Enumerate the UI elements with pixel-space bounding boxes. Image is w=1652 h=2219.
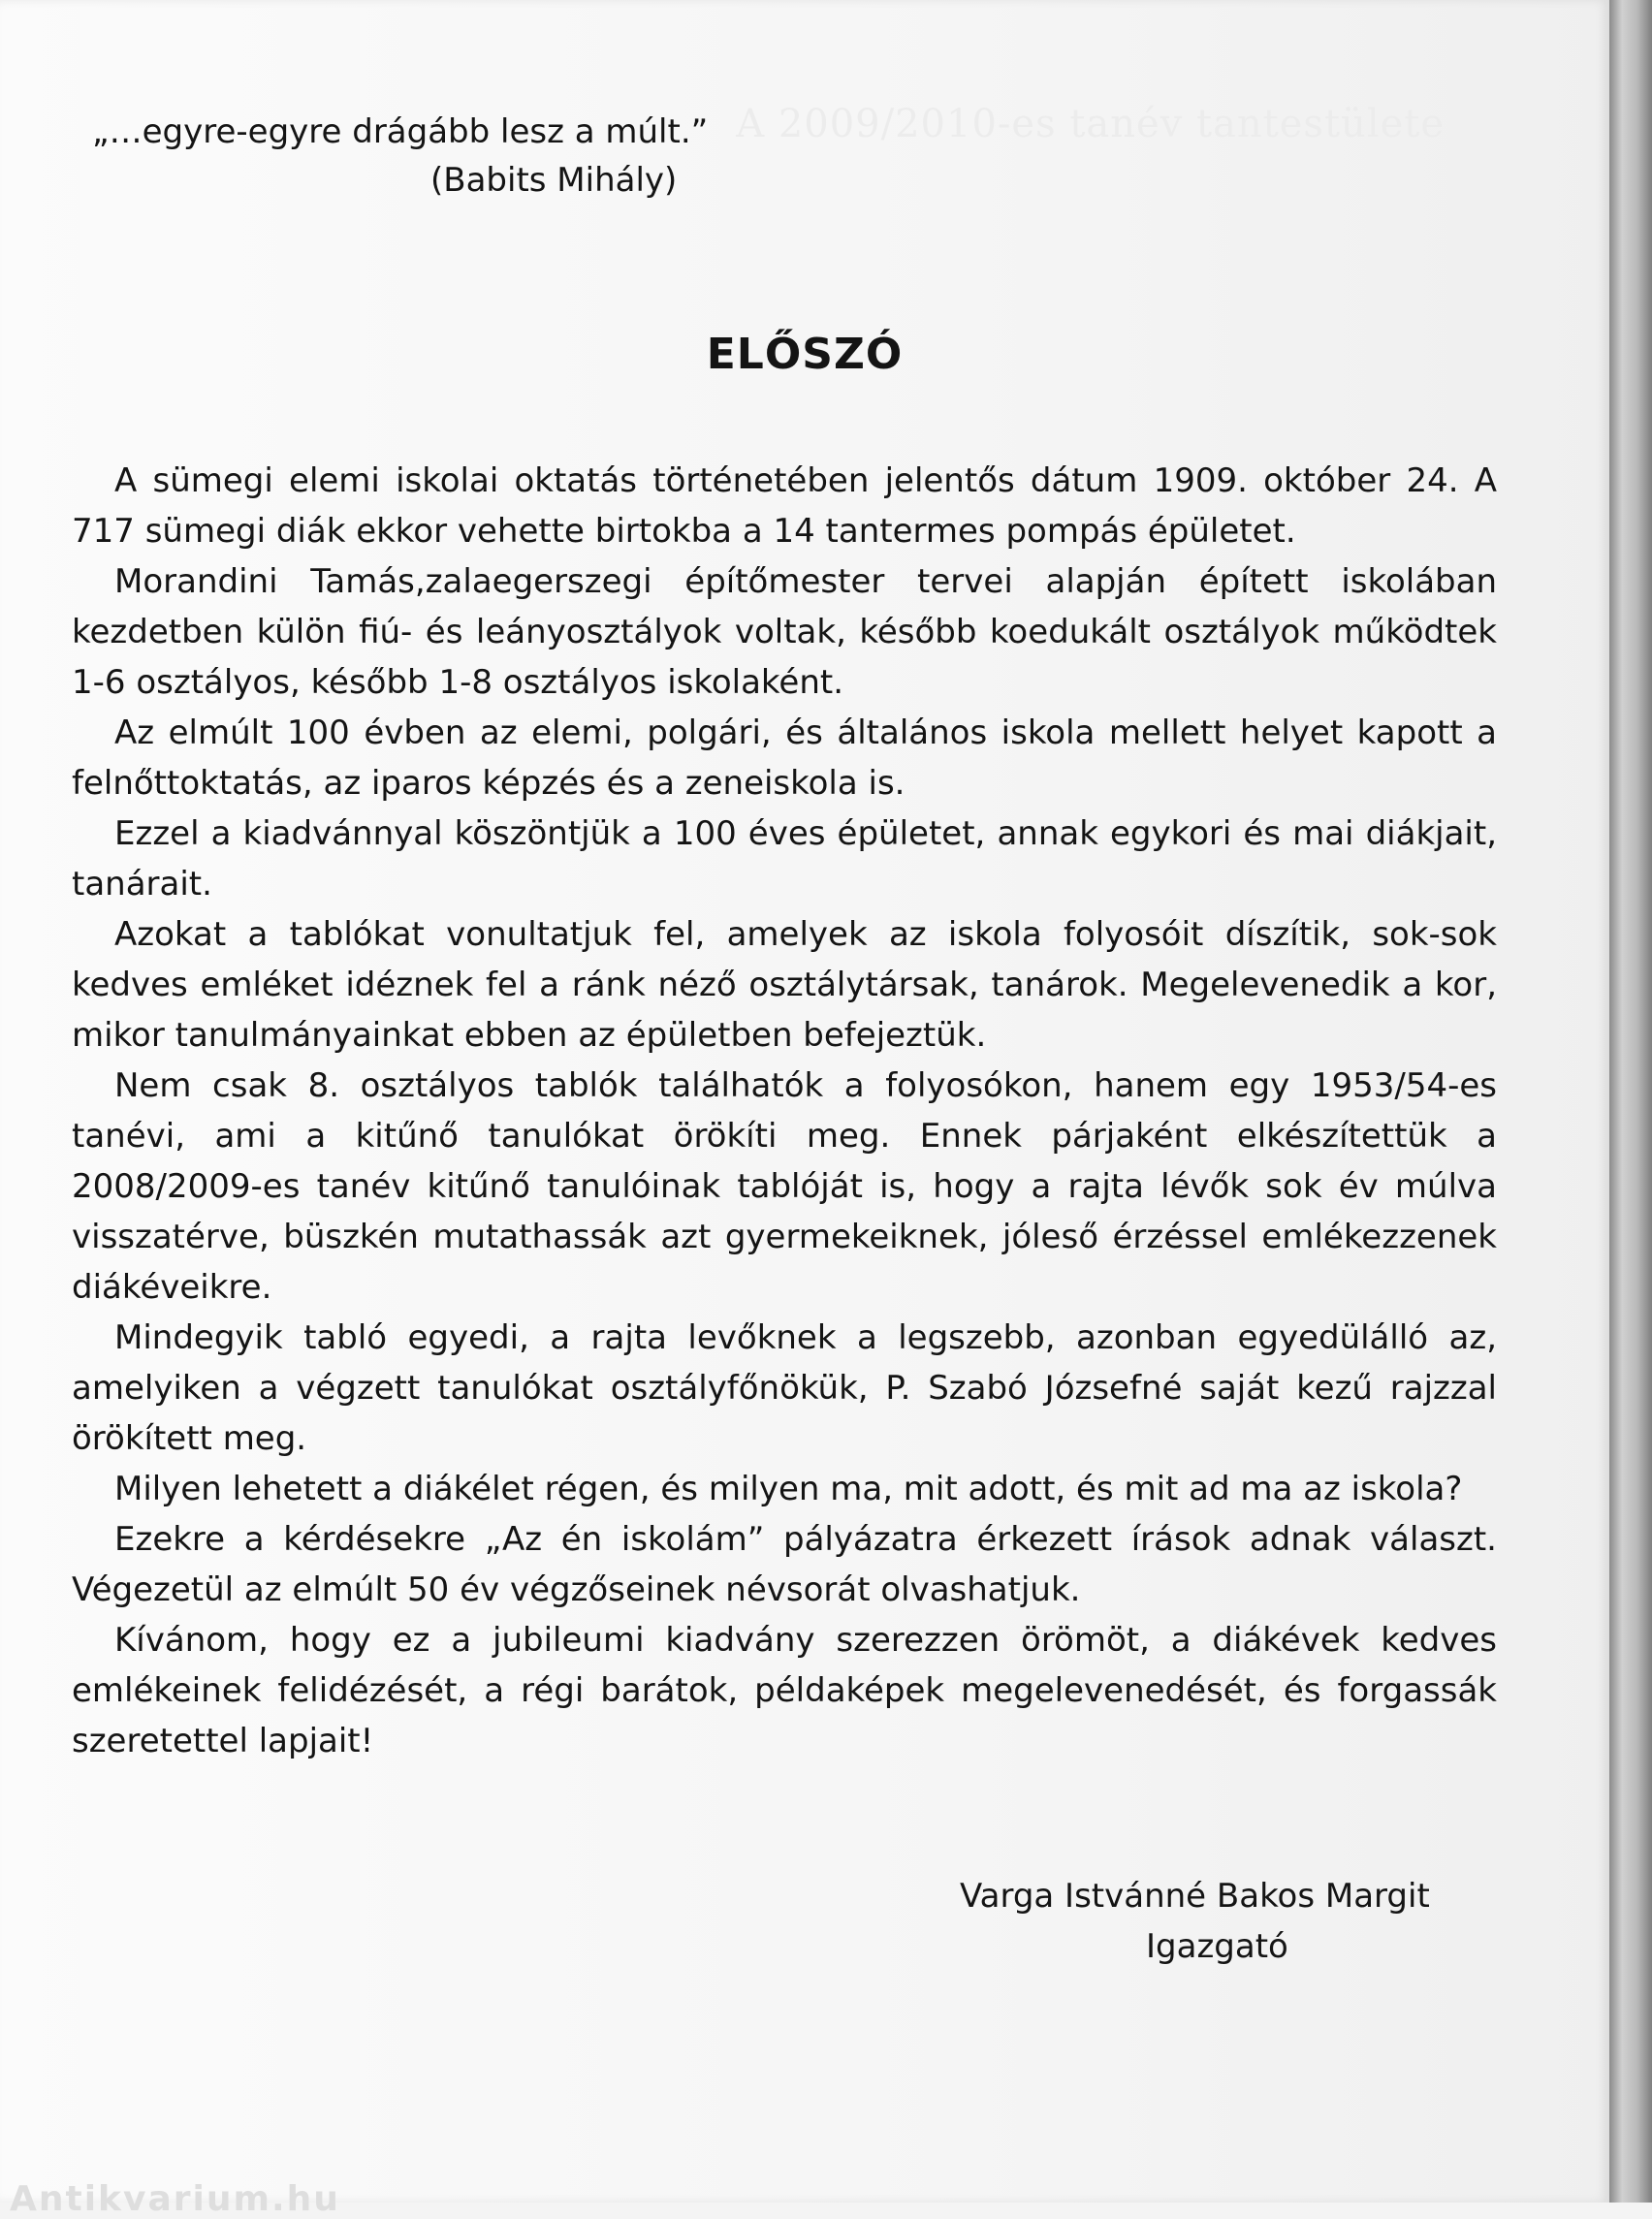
- paragraph: Az elmúlt 100 évben az elemi, polgári, és általános iskola mellett helyet kapott a felnőttoktatás, az iparos képzés és a zeneiskola is.: [72, 713, 1497, 803]
- site-watermark: Antikvarium.hu: [10, 2179, 340, 2219]
- paragraph: Ezekre a kérdésekre „Az én iskolám” pályázatra érkezett írások adnak választ. Végezetül az elmúlt 50 év végzőseinek névsorát olvashatjuk.: [72, 1520, 1497, 1609]
- page-title: ELŐSZÓ: [706, 330, 904, 379]
- paragraph: A sümegi elemi iskolai oktatás történetében jelentős dátum 1909. október 24. A 717 sümegi diák ekkor vehette birtokba a 14 tantermes pompás épületet.: [72, 461, 1497, 551]
- signature-name: Varga Istvánné Bakos Margit: [960, 1877, 1430, 1916]
- page-edge-shadow: [1609, 0, 1652, 2203]
- epigraph-quote: „…egyre-egyre drágább lesz a múlt.”: [92, 112, 709, 151]
- signature-role: Igazgató: [1146, 1927, 1288, 1966]
- foreword-body: [72, 456, 1497, 1766]
- paragraph: Azokat a tablókat vonultatjuk fel, amelyek az iskola folyosóit díszítik, sok-sok kedves emléket idéznek fel a ránk néző osztálytársak, tanárok. Megelevenedik a kor, mikor tanulmányainkat ebben az épületben befejeztük.: [72, 915, 1497, 1055]
- paragraph: Morandini Tamás,zalaegerszegi építőmester tervei alapján épített iskolában kezdetben külön fiú- és leányosztályok voltak, később koedukált osztályok működtek 1-6 osztályos, később 1-8 osztályos iskolaként.: [72, 562, 1497, 702]
- paragraph: Ezzel a kiadvánnyal köszöntjük a 100 éves épületet, annak egykori és mai diákjait, tanárait.: [72, 814, 1497, 903]
- bleed-through-heading: A 2009/2010-es tanév tantestülete: [736, 102, 1445, 146]
- paragraph: Mindegyik tabló egyedi, a rajta levőknek a legszebb, azonban egyedülálló az, amelyiken a végzett tanulókat osztályfőnökük, P. Szabó Józsefné saját kezű rajzzal örökített meg.: [72, 1318, 1497, 1458]
- paragraph: Kívánom, hogy ez a jubileumi kiadvány szerezzen örömöt, a diákévek kedves emlékeinek felidézését, a régi barátok, példaképek megelevenedését, és forgassák szeretettel lapjait!: [72, 1621, 1497, 1760]
- paragraph: Milyen lehetett a diákélet régen, és milyen ma, mit adott, és mit ad ma az iskola?: [114, 1470, 1463, 1508]
- epigraph-author: (Babits Mihály): [430, 161, 678, 200]
- paragraph: Nem csak 8. osztályos tablók találhatók a folyosókon, hanem egy 1953/54-es tanévi, ami a kitűnő tanulókat örökíti meg. Ennek párjaként elkészítettük a 2008/2009-es tanév kitűnő tanulóinak tablóját is, hogy a rajta lévők sok év múlva visszatérve, büszkén mutathassák azt gyermekeiknek, jóleső érzéssel emlékezzenek diákéveikre.: [72, 1066, 1497, 1307]
